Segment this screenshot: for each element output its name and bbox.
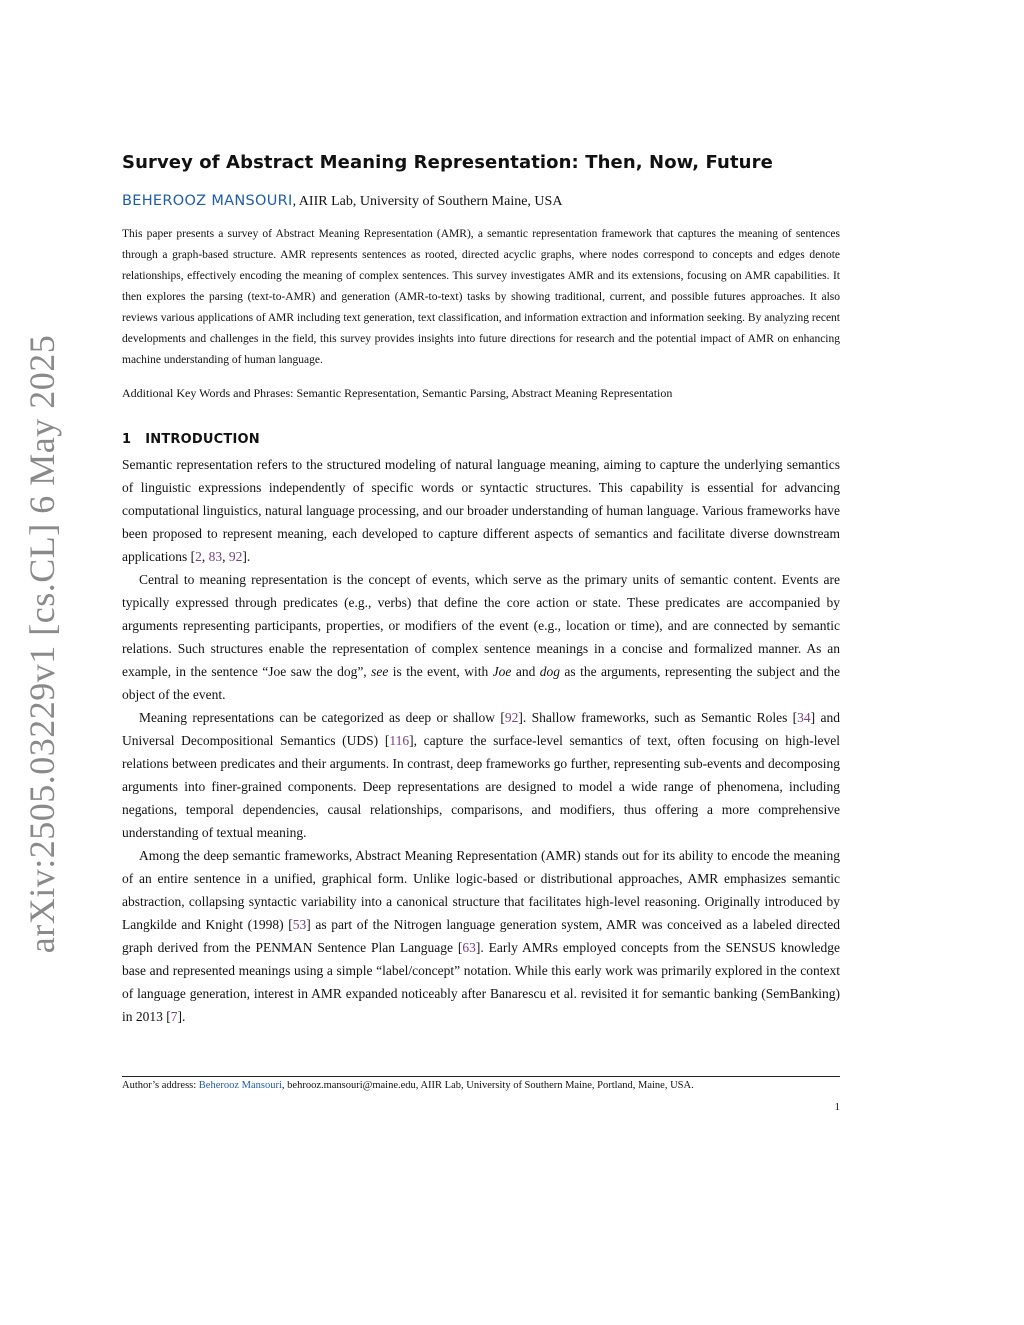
paragraph-3 — [122, 706, 840, 844]
author-address-footnote — [122, 1080, 694, 1091]
paragraph-text: ], capture the surface-level semantics of text, often focusing on high-level relations between predicates and their arguments. In contrast, deep frameworks go further, representing sub-events and decomposing arguments into finer-grained components. Deep representations are designed to model a wide range of phenomena, including negations, temporal dependencies, causal relationships, comparisons, and modifiers, thus offering a more comprehensive understanding of textual meaning. — [122, 733, 840, 840]
paragraph-text: ] and Universal Decompositional Semantics (UDS) [ — [122, 710, 840, 748]
paragraph-text: Among the deep semantic frameworks, Abstract Meaning Representation (AMR) stands out for its ability to encode the meaning of an entire sentence in a unified, graphical form. Unlike logic-based or distributional approaches, AMR emphasizes semantic abstraction, collapsing syntactic variability into a canonical structure that facilitates high-level reasoning. Originally introduced by Langkilde and Knight (1998) [ — [122, 848, 840, 932]
arxiv-identifier-stamp: arXiv:2505.03229v1 [cs.CL] 6 May 2025 — [22, 334, 62, 954]
citation-link[interactable]: 92 — [504, 710, 519, 725]
section-title: INTRODUCTION — [145, 432, 260, 447]
paragraph-text: ]. — [177, 1009, 186, 1024]
author-line — [122, 193, 840, 210]
paragraph-2 — [122, 568, 840, 706]
abstract: This paper presents a survey of Abstract Meaning Representation (AMR), a semantic representation framework that captures the meaning of sentences through a graph-based structure. AMR represents sentences as rooted, directed acyclic graphs, where nodes correspond to concepts and edges denote relationships, effectively encoding the meaning of complex sentences. This survey investigates AMR and its extensions, focusing on AMR capabilities. It then explores the parsing (text-to-AMR) and generation (AMR-to-text) tasks by showing traditional, current, and possible futures approaches. It also reviews various applications of AMR including text generation, text classification, and information extraction and information seeking. By analyzing recent developments and challenges in the field, this survey provides insights into future directions for research and the potential impact of AMR on enhancing machine understanding of human language. — [122, 228, 840, 366]
paragraph-text: as the arguments, representing the subject and the object of the event. — [122, 664, 840, 702]
emphasis-term: see — [371, 664, 389, 679]
citation-separator: , — [222, 549, 229, 564]
paragraph-text: ]. — [242, 549, 251, 564]
footnote-text: , behrooz.mansouri@maine.edu, AIIR Lab, University of Southern Maine, Portland, Maine, USA. — [281, 1080, 694, 1091]
section-number: 1 — [122, 432, 132, 447]
emphasis-term: dog — [539, 664, 560, 679]
footnote-divider — [122, 1076, 840, 1077]
paragraph-text: Semantic representation refers to the structured modeling of natural language meaning, aiming to capture the underlying semantics of linguistic expressions independently of specific words or syntactic structures. This capability is essential for advancing computational linguistics, natural language processing, and our broader understanding of human language. Various frameworks have been proposed to represent meaning, each developed to capture different aspects of semantics and facilitate diverse downstream applications [ — [122, 457, 840, 564]
citation-link[interactable]: 116 — [389, 733, 410, 748]
emphasis-term: Joe — [492, 664, 512, 679]
author-name[interactable]: BEHEROOZ MANSOURI — [122, 193, 293, 209]
paragraph-text: ]. Shallow frameworks, such as Semantic Roles [ — [518, 710, 798, 725]
keywords: Additional Key Words and Phrases: Semantic Representation, Semantic Parsing, Abstract Meaning Representation — [122, 386, 673, 400]
paragraph-text: Central to meaning representation is the concept of events, which serve as the primary units of semantic content. Events are typically expressed through predicates (e.g., verbs) that define the core action or state. These predicates are accompanied by arguments representing participants, properties, or modifiers of the event (e.g., location or time), and are connected by semantic relations. Such structures enable the representation of complex sentence meanings in a concise and formalized manner. As an example, in the sentence “Joe saw the dog”, — [122, 572, 840, 679]
paragraph-4 — [122, 844, 840, 1028]
paragraph-text: and — [511, 664, 540, 679]
footnote-prefix: Author’s address: — [122, 1080, 199, 1091]
citation-link[interactable]: 53 — [292, 917, 307, 932]
author-affiliation: , AIIR Lab, University of Southern Maine, USA — [292, 194, 563, 209]
paper-page — [122, 152, 840, 1028]
paragraph-1 — [122, 453, 840, 568]
citation-link[interactable]: 83 — [208, 549, 223, 564]
section-heading — [122, 432, 840, 447]
paragraph-text: ] as part of the Nitrogen language generation system, AMR was conceived as a labeled directed graph derived from the PENMAN Sentence Plan Language [ — [122, 917, 840, 955]
citation-link[interactable]: 2 — [195, 549, 202, 564]
citation-link[interactable]: 63 — [462, 940, 476, 955]
citation-link[interactable]: 92 — [228, 549, 243, 564]
paper-title: Survey of Abstract Meaning Representation: Then, Now, Future — [122, 152, 773, 173]
paragraph-text: is the event, with — [388, 664, 493, 679]
page-number: 1 — [834, 1101, 840, 1113]
citation-link[interactable]: 34 — [797, 710, 811, 725]
paragraph-text: ]. Early AMRs employed concepts from the SENSUS knowledge base and represented meanings using a simple “label/concept” notation. While this early work was primarily explored in the context of language generation, interest in AMR expanded noticeably after Banarescu et al. revisited it for semantic banking (SemBanking) in 2013 [ — [122, 940, 841, 1024]
citation-link[interactable]: 7 — [170, 1009, 178, 1024]
author-link[interactable]: Beherooz Mansouri — [198, 1080, 282, 1091]
citation-separator: , — [201, 549, 209, 564]
paragraph-text: Meaning representations can be categorized as deep or shallow [ — [139, 710, 505, 725]
